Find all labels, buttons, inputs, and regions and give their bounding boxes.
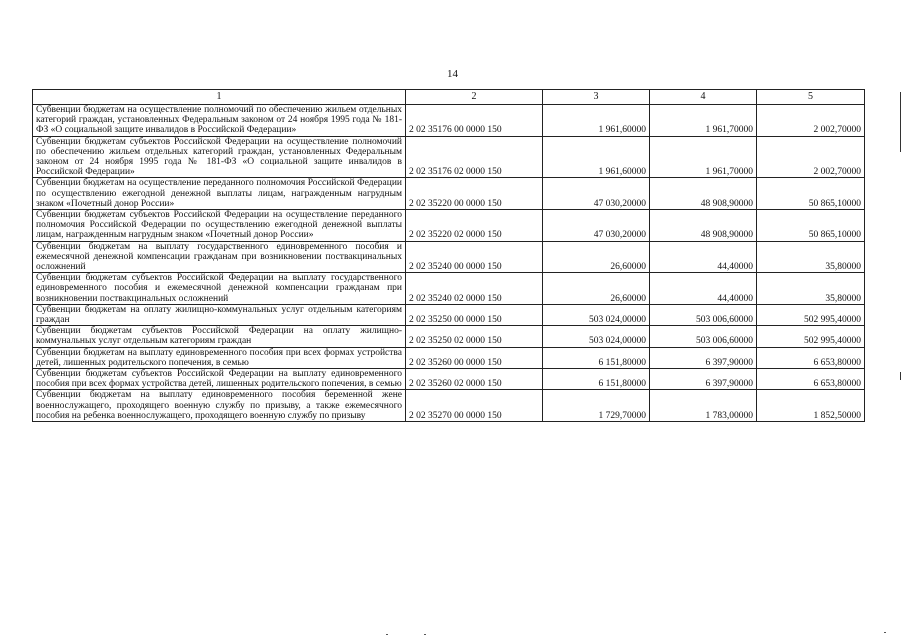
table-header-row bbox=[33, 90, 865, 105]
value-col-5: 2 002,70000 bbox=[757, 105, 865, 137]
table-row bbox=[33, 105, 865, 137]
budget-code: 2 02 35270 00 0000 150 bbox=[406, 390, 543, 422]
budget-code: 2 02 35240 02 0000 150 bbox=[406, 273, 543, 305]
value-col-3: 1 729,70000 bbox=[543, 390, 650, 422]
value-col-3: 6 151,80000 bbox=[543, 369, 650, 390]
table-row bbox=[33, 390, 865, 422]
table-row bbox=[33, 304, 865, 325]
budget-code: 2 02 35176 00 0000 150 bbox=[406, 105, 543, 137]
value-col-3: 47 030,20000 bbox=[543, 178, 650, 210]
column-header: 2 bbox=[406, 90, 543, 105]
value-col-5: 502 995,40000 bbox=[757, 326, 865, 347]
row-name: Субвенции бюджетам на выплату государственного единовременного пособия и ежемесячной денежной компенсации гражданам при возникновении поствакцинальных осложнений bbox=[33, 241, 406, 273]
row-name: Субвенции бюджетам на осуществление переданного полномочия Российской Федерации по осуществлению ежегодной денежной выплаты лицам, награжденным нагрудным знаком «Почетный донор России» bbox=[33, 178, 406, 210]
budget-code: 2 02 35260 02 0000 150 bbox=[406, 369, 543, 390]
value-col-3: 26,60000 bbox=[543, 241, 650, 273]
scan-edge-mark bbox=[900, 92, 901, 152]
value-col-5: 2 002,70000 bbox=[757, 136, 865, 178]
page-number: 14 bbox=[447, 68, 458, 80]
table-row bbox=[33, 210, 865, 242]
column-header: 3 bbox=[543, 90, 650, 105]
value-col-3: 47 030,20000 bbox=[543, 210, 650, 242]
value-col-3: 1 961,60000 bbox=[543, 136, 650, 178]
table-row bbox=[33, 241, 865, 273]
value-col-5: 6 653,80000 bbox=[757, 347, 865, 368]
scan-artifact bbox=[884, 632, 886, 633]
row-name: Субвенции бюджетам субъектов Российской Федерации на выплату единовременного пособия при всех формах устройства детей, лишенных родительского попечения, в семью bbox=[33, 369, 406, 390]
value-col-3: 1 961,60000 bbox=[543, 105, 650, 137]
budget-code: 2 02 35250 00 0000 150 bbox=[406, 304, 543, 325]
value-col-5: 502 995,40000 bbox=[757, 304, 865, 325]
value-col-5: 50 865,10000 bbox=[757, 178, 865, 210]
budget-code: 2 02 35250 02 0000 150 bbox=[406, 326, 543, 347]
table-row bbox=[33, 178, 865, 210]
table-row bbox=[33, 273, 865, 305]
table-row bbox=[33, 136, 865, 178]
value-col-4: 48 908,90000 bbox=[650, 210, 757, 242]
value-col-4: 6 397,90000 bbox=[650, 347, 757, 368]
row-name: Субвенции бюджетам субъектов Российской Федерации на осуществление полномочий по обеспечению жильем отдельных категорий граждан, установленных Федеральным законом от 24 ноября 1995 года № 181-ФЗ «О социальной защите инвалидов в Российской Федерации» bbox=[33, 136, 406, 178]
value-col-3: 503 024,00000 bbox=[543, 304, 650, 325]
value-col-4: 1 961,70000 bbox=[650, 105, 757, 137]
column-header: 1 bbox=[33, 90, 406, 105]
table-row bbox=[33, 347, 865, 368]
value-col-4: 6 397,90000 bbox=[650, 369, 757, 390]
value-col-4: 503 006,60000 bbox=[650, 304, 757, 325]
column-header: 4 bbox=[650, 90, 757, 105]
scan-artifact bbox=[424, 634, 426, 635]
budget-code: 2 02 35260 00 0000 150 bbox=[406, 347, 543, 368]
table-row bbox=[33, 369, 865, 390]
value-col-5: 1 852,50000 bbox=[757, 390, 865, 422]
budget-code: 2 02 35176 02 0000 150 bbox=[406, 136, 543, 178]
value-col-3: 26,60000 bbox=[543, 273, 650, 305]
row-name: Субвенции бюджетам на оплату жилищно-коммунальных услуг отдельным категориям граждан bbox=[33, 304, 406, 325]
value-col-4: 1 961,70000 bbox=[650, 136, 757, 178]
value-col-5: 6 653,80000 bbox=[757, 369, 865, 390]
budget-code: 2 02 35240 00 0000 150 bbox=[406, 241, 543, 273]
column-header: 5 bbox=[757, 90, 865, 105]
value-col-5: 35,80000 bbox=[757, 273, 865, 305]
scan-edge-mark bbox=[900, 372, 901, 380]
value-col-5: 50 865,10000 bbox=[757, 210, 865, 242]
row-name: Субвенции бюджетам на выплату единовременного пособия беременной жене военнослужащего, проходящего военную службу по призыву, а также ежемесячного пособия на ребенка военнослужащего, проходящего военную службу по призыву bbox=[33, 390, 406, 422]
budget-code: 2 02 35220 00 0000 150 bbox=[406, 178, 543, 210]
value-col-4: 48 908,90000 bbox=[650, 178, 757, 210]
value-col-4: 503 006,60000 bbox=[650, 326, 757, 347]
value-col-5: 35,80000 bbox=[757, 241, 865, 273]
value-col-3: 6 151,80000 bbox=[543, 347, 650, 368]
row-name: Субвенции бюджетам на выплату единовременного пособия при всех формах устройства детей, лишенных родительского попечения, в семью bbox=[33, 347, 406, 368]
value-col-4: 44,40000 bbox=[650, 241, 757, 273]
row-name: Субвенции бюджетам субъектов Российской Федерации на осуществление переданного полномочия Российской Федерации по осуществлению ежегодной денежной выплаты лицам, награжденным нагрудным знаком «Почетный донор России» bbox=[33, 210, 406, 242]
row-name: Субвенции бюджетам субъектов Российской Федерации на оплату жилищно-коммунальных услуг отдельным категориям граждан bbox=[33, 326, 406, 347]
scan-artifact bbox=[386, 634, 388, 635]
value-col-4: 44,40000 bbox=[650, 273, 757, 305]
value-col-3: 503 024,00000 bbox=[543, 326, 650, 347]
table-row bbox=[33, 326, 865, 347]
budget-table bbox=[32, 89, 865, 422]
row-name: Субвенции бюджетам на осуществление полномочий по обеспечению жильем отдельных категорий граждан, установленных Федеральным законом от 24 ноября 1995 года № 181-ФЗ «О социальной защите инвалидов в Российской Федерации» bbox=[33, 105, 406, 137]
value-col-4: 1 783,00000 bbox=[650, 390, 757, 422]
budget-code: 2 02 35220 02 0000 150 bbox=[406, 210, 543, 242]
row-name: Субвенции бюджетам субъектов Российской Федерации на выплату государственного единовременного пособия и ежемесячной денежной компенсации гражданам при возникновении поствакцинальных осложнений bbox=[33, 273, 406, 305]
